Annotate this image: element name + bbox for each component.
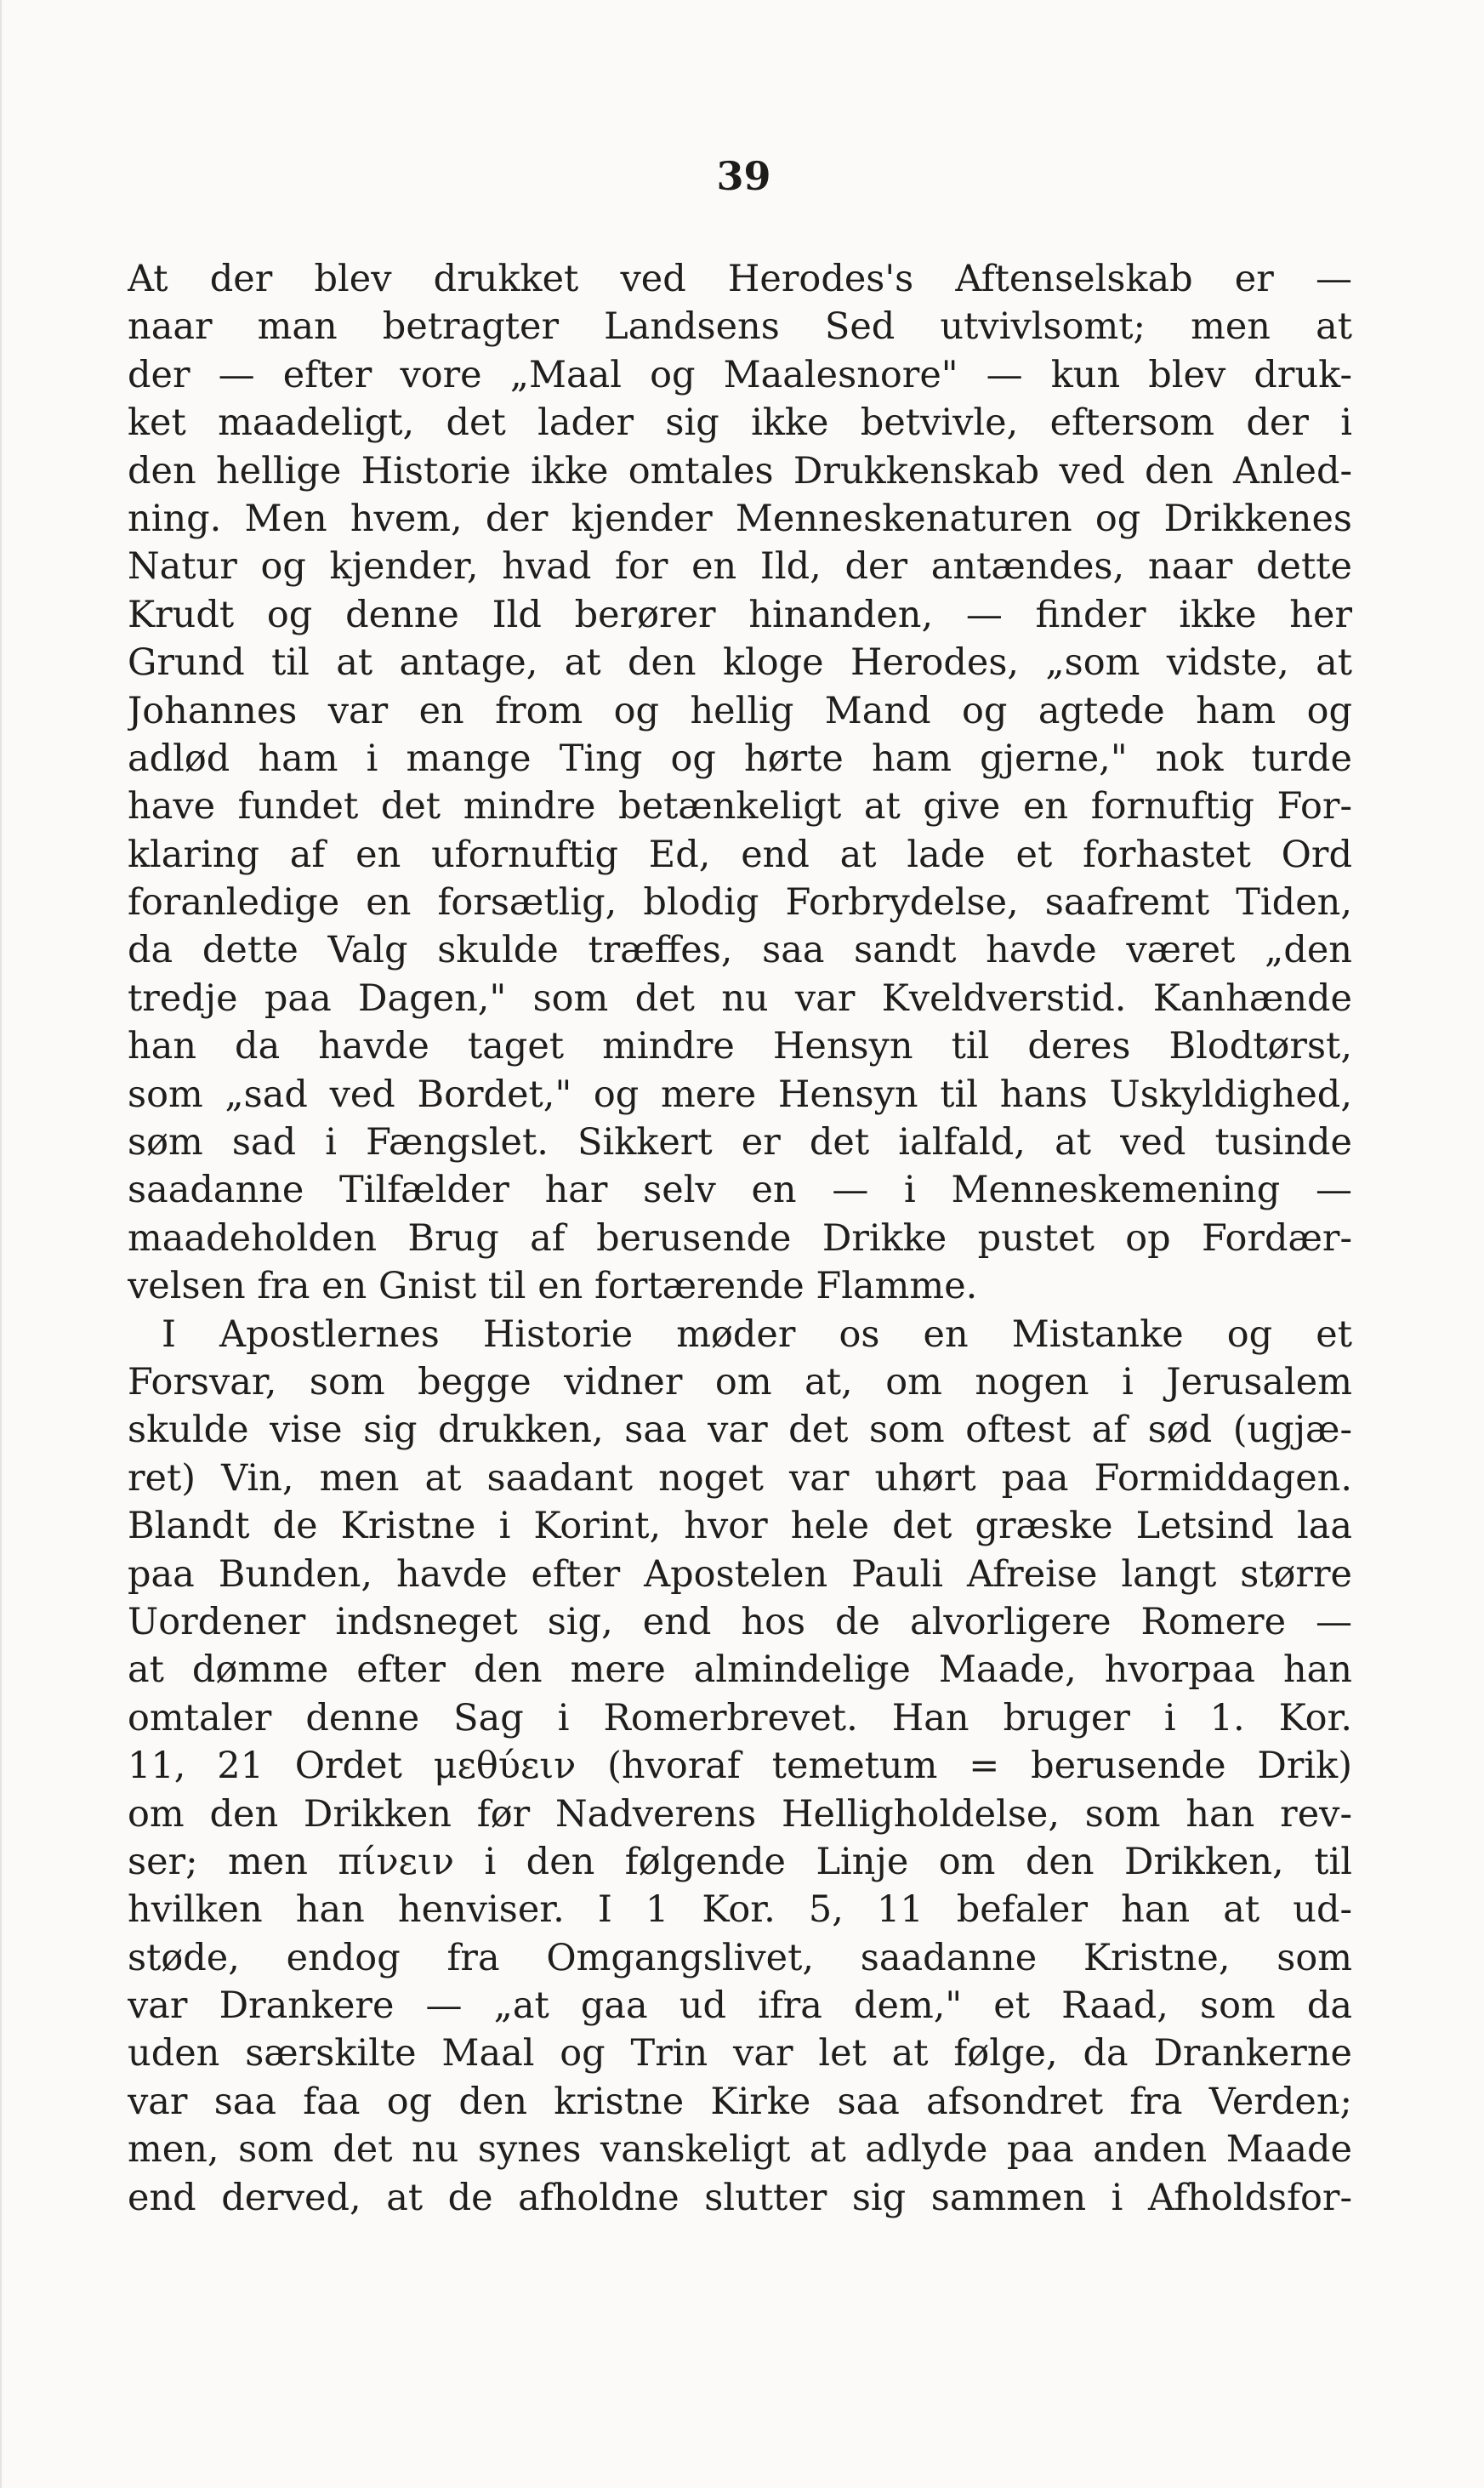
- text-line: men, som det nu synes vanskeligt at adlyde paa anden Maade: [128, 2128, 1352, 2172]
- text-line: den hellige Historie ikke omtales Drukkenskab ved den Anled-: [128, 449, 1352, 492]
- text-line: at dømme efter den mere almindelige Maade, hvorpaa han: [128, 1648, 1352, 1692]
- text-line: ser; men πίνειν i den følgende Linje om den Drikken, til: [128, 1840, 1352, 1883]
- text-line: end derved, at de afholdne slutter sig sammen i Afholdsfor-: [128, 2176, 1352, 2219]
- text-line: saadanne Tilfælder har selv en — i Menneskemening —: [128, 1169, 1352, 1212]
- text-line: maadeholden Brug af berusende Drikke pustet op Fordær-: [128, 1216, 1352, 1260]
- text-line: da dette Valg skulde træffes, saa sandt havde været „den: [128, 929, 1352, 972]
- text-line: ket maadeligt, det lader sig ikke betvivle, eftersom der i: [128, 401, 1352, 445]
- text-line: der — efter vore „Maal og Maalesnore" — kun blev druk-: [128, 353, 1352, 396]
- body-text: [128, 255, 1352, 2222]
- text-line: støde, endog fra Omgangslivet, saadanne Kristne, som: [128, 1936, 1352, 1979]
- text-line: skulde vise sig drukken, saa var det som oftest af sød (ugjæ-: [128, 1409, 1352, 1452]
- text-line: foranledige en forsætlig, blodig Forbrydelse, saafremt Tiden,: [128, 881, 1352, 925]
- text-line: Grund til at antage, at den kloge Herodes, „som vidste, at: [128, 641, 1352, 685]
- text-line: var Drankere — „at gaa ud ifra dem," et Raad, som da: [128, 1984, 1352, 2028]
- text-line: omtaler denne Sag i Romerbrevet. Han bruger i 1. Kor.: [128, 1696, 1352, 1739]
- text-line: Johannes var en from og hellig Mand og agtede ham og: [128, 689, 1352, 732]
- text-line: 11, 21 Ordet μεθύειν (hvoraf temetum = berusende Drik): [128, 1745, 1352, 1788]
- text-line: Blandt de Kristne i Korint, hvor hele det græske Letsind laa: [128, 1505, 1352, 1548]
- text-line: Natur og kjender, hvad for en Ild, der antændes, naar dette: [128, 545, 1352, 589]
- text-line: klaring af en ufornuftig Ed, end at lade et forhastet Ord: [128, 833, 1352, 876]
- text-line: som „sad ved Bordet," og mere Hensyn til hans Uskyldighed,: [128, 1073, 1352, 1116]
- text-line: At der blev drukket ved Herodes's Aftenselskab er —: [128, 258, 1352, 300]
- text-line: velsen fra en Gnist til en fortærende Flamme.: [128, 1265, 978, 1308]
- text-line: adlød ham i mange Ting og hørte ham gjerne," nok turde: [128, 737, 1352, 780]
- text-line: var saa faa og den kristne Kirke saa afsondret fra Verden;: [128, 2080, 1352, 2123]
- text-line: ning. Men hvem, der kjender Menneskenaturen og Drikkenes: [128, 497, 1352, 540]
- text-line: tredje paa Dagen," som det nu var Kveldverstid. Kanhænde: [128, 976, 1352, 1020]
- text-line: ret) Vin, men at saadant noget var uhørt paa Formiddagen.: [128, 1456, 1352, 1500]
- text-line: hvilken han henviser. I 1 Kor. 5, 11 befaler han at ud-: [128, 1888, 1352, 1932]
- text-line: Uordener indsneget sig, end hos de alvorligere Romere —: [128, 1600, 1352, 1643]
- text-line: Forsvar, som begge vidner om at, om nogen i Jerusalem: [128, 1360, 1352, 1403]
- text-line: naar man betragter Landsens Sed utvivlsomt; men at: [128, 305, 1352, 349]
- text-line: Krudt og denne Ild berører hinanden, — finder ikke her: [128, 593, 1352, 636]
- text-line: have fundet det mindre betænkeligt at give en fornuftig For-: [128, 785, 1352, 828]
- text-line: søm sad i Fængslet. Sikkert er det ialfald, at ved tusinde: [128, 1121, 1352, 1164]
- text-line: han da havde taget mindre Hensyn til deres Blodtørst,: [128, 1025, 1352, 1068]
- page-number: 39: [716, 153, 771, 199]
- text-line: I Apostlernes Historie møder os en Mistanke og et: [162, 1312, 1352, 1356]
- text-line: om den Drikken før Nadverens Helligholdelse, som han rev-: [128, 1792, 1352, 1836]
- text-line: paa Bunden, havde efter Apostelen Pauli Afreise langt større: [128, 1552, 1352, 1596]
- text-line: uden særskilte Maal og Trin var let at følge, da Drankerne: [128, 2032, 1352, 2075]
